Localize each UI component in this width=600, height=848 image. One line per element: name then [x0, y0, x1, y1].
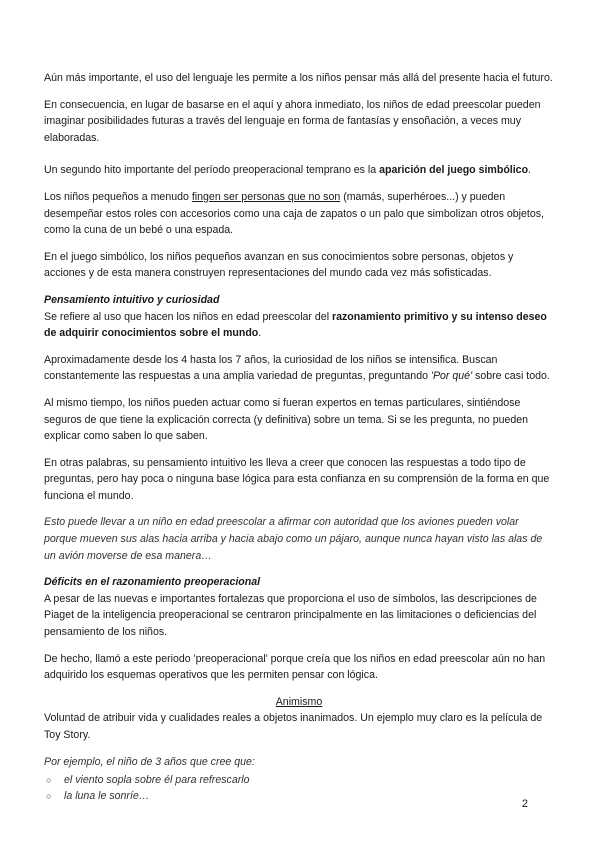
- text: Un segundo hito importante del período preoperacional temprano es la: [44, 164, 380, 177]
- text: Los niños pequeños a menudo: [44, 190, 192, 203]
- text: .: [528, 164, 531, 177]
- italic-text: 'Por qué': [430, 370, 473, 383]
- list-item: ○ el viento sopla sobre él para refrescarlo: [44, 772, 554, 788]
- underlined-text: fingen ser personas que no son: [191, 190, 341, 203]
- paragraph-fantasy: En consecuencia, en lugar de basarse en el aquí y ahora inmediato, los niños de edad preescolar pueden imaginar posibilidades futuras a través del lenguaje en forma de fantasías y ensoñación, a veces muy elaboradas.: [44, 98, 541, 144]
- paragraph-other-words: En otras palabras, su pensamiento intuitivo les lleva a creer que conocen las respuestas a todo tipo de preguntas, pero hay poca o ninguna base lógica para esta confianza en su comprensión de la forma en que funciona el mundo.: [44, 456, 550, 502]
- list-item: ○ la luna le sonríe…: [44, 788, 554, 804]
- bold-text: razonamiento primitivo y su intenso deseo de adquirir conocimientos sobre el mundo: [44, 310, 547, 340]
- paragraph-preoperational-name: De hecho, llamó a este periodo 'preoperacional' porque creía que los niños en edad preescolar aún no han adquirido los esquemas operativos que les permiten pensar con lógica.: [44, 652, 546, 682]
- underlined-title: Animismo: [275, 695, 323, 708]
- paragraph-intuitive-intro: [44, 309, 554, 342]
- document-page: [44, 70, 554, 804]
- paragraph-language-future: Aún más importante, el uso del lenguaje les permite a los niños pensar más allá del presente hacia el futuro.: [44, 72, 553, 84]
- text: .: [258, 327, 262, 340]
- paragraph-example-intro: Por ejemplo, el niño de 3 años que cree que:: [44, 755, 255, 768]
- section-heading-deficits: Déficits en el razonamiento preoperacional: [44, 576, 261, 589]
- text: (mamás, superhéroes...) y pueden desempeñar estos roles con accesorios como una caja de zapatos o un palo que simbolizan otros objetos, como la cuna de un bebé o una espada.: [44, 190, 544, 237]
- text: Se refiere al uso que hacen los niños en edad preescolar del: [44, 310, 332, 323]
- paragraph-airplane-example: Esto puede llevar a un niño en edad preescolar a afirmar con autoridad que los aviones pueden volar porque mueven sus alas hacia arriba y hacia abajo como un pájaro, aunque nunca hayan visto las alas de un avión moverse de esa manera…: [44, 516, 543, 562]
- paragraph-experts: Al mismo tiempo, los niños pueden actuar como si fueran expertos en temas particulares, sintiéndose seguros de que tiene la explicación correcta (y definitiva) sobre un tema. Si se les pregunta, no pueden explicar como saben lo que saben.: [44, 396, 529, 443]
- paragraph-symbolic-representations: En el juego simbólico, los niños pequeños avanzan en sus conocimientos sobre personas, objetos y acciones y de esta manera construyen representaciones del mundo cada vez más sofisticadas.: [44, 250, 514, 280]
- text: sobre casi todo.: [472, 370, 550, 383]
- example-list: [44, 772, 554, 804]
- paragraph-animismo-definition: Voluntad de atribuir vida y cualidades reales a objetos inanimados. Un ejemplo muy claro es la película de Toy Story.: [44, 712, 543, 741]
- section-heading-intuitive-thinking: Pensamiento intuitivo y curiosidad: [44, 293, 220, 306]
- paragraph-deficits-intro: A pesar de las nuevas e importantes fortalezas que proporciona el uso de símbolos, las descripciones de Piaget de la inteligencia preoperacional se centraron principalmente en las limitaciones o deficiencias del pensamiento de los niños.: [44, 592, 537, 639]
- page-number: 2: [521, 798, 528, 810]
- text: Aproximadamente desde los 4 hasta los 7 años, la curiosidad de los niños se intensifica. Buscan constantemente las respuestas a una amplia variedad de preguntas, preguntando: [44, 353, 498, 383]
- bold-text: aparición del juego simbólico: [379, 164, 529, 177]
- paragraph-pretend-roles: [44, 189, 554, 239]
- paragraph-curiosity-age: [44, 352, 554, 385]
- animismo-title: [44, 694, 554, 711]
- paragraph-symbolic-play-milestone: [44, 162, 554, 179]
